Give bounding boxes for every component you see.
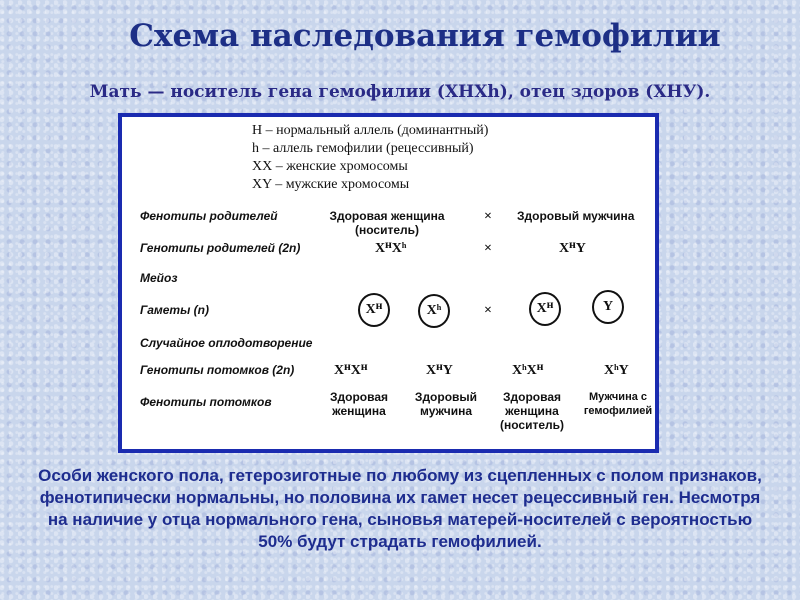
legend-male: XY – мужские хромосомы	[252, 177, 410, 192]
label-fertilization: Случайное оплодотворение	[140, 336, 313, 350]
offspring-genotype-2: XᴴY	[426, 363, 453, 378]
label-parent-genotypes: Генотипы родителей (2n)	[140, 241, 301, 255]
offspring-genotype-4: XʰY	[604, 363, 629, 378]
label-parent-phenotypes: Фенотипы родителей	[140, 209, 278, 223]
gamete-4: Y	[592, 290, 624, 324]
gamete-1: Xᴴ	[358, 293, 390, 327]
label-gametes: Гаметы (n)	[140, 303, 210, 317]
legend-recessive: h – аллель гемофилии (рецессивный)	[252, 141, 474, 156]
offspring-genotype-3: XʰXᴴ	[512, 363, 544, 378]
label-offspring-genotypes: Генотипы потомков (2n)	[140, 363, 295, 377]
gamete-3: Xᴴ	[529, 292, 561, 326]
father-genotype: XᴴY	[559, 241, 586, 256]
label-offspring-phenotypes: Фенотипы потомков	[140, 395, 272, 409]
cross-symbol-1: ×	[484, 209, 492, 224]
father-phenotype: Здоровый мужчина	[517, 209, 635, 223]
legend-female: XX – женские хромосомы	[252, 159, 408, 174]
page-title: Схема наследования гемофилии	[129, 18, 721, 54]
offspring-genotype-1: XᴴXᴴ	[334, 363, 368, 378]
offspring-phenotype-4: Мужчина с гемофилией	[583, 391, 653, 417]
explanation-text: Особи женского пола, гетерозиготные по любому из сцепленных с полом признаков, фенотипически нормальны, но половина их гамет несет рецессивный ген. Несмотря на наличие у отца нормального гена, сыновья матерей-носителей с вероятностью 50% будут страдать гемофилией.	[38, 466, 762, 551]
mother-genotype: XᴴXʰ	[375, 241, 407, 256]
page-subtitle: Мать — носитель гена гемофилии (XНXh), отец здоров (XНУ).	[89, 82, 711, 102]
cross-symbol-2: ×	[484, 241, 492, 256]
cross-symbol-3: ×	[484, 303, 492, 318]
mother-phenotype: Здоровая женщина (носитель)	[329, 209, 445, 237]
offspring-phenotype-2: Здоровый мужчина	[414, 390, 478, 418]
inheritance-diagram	[118, 113, 659, 453]
gamete-2: Xʰ	[418, 294, 450, 328]
offspring-phenotype-3: Здоровая женщина (носитель)	[499, 390, 564, 432]
offspring-phenotype-1: Здоровая женщина	[329, 390, 389, 418]
label-meiosis: Мейоз	[140, 271, 178, 285]
legend-dominant: H – нормальный аллель (доминантный)	[252, 123, 489, 138]
